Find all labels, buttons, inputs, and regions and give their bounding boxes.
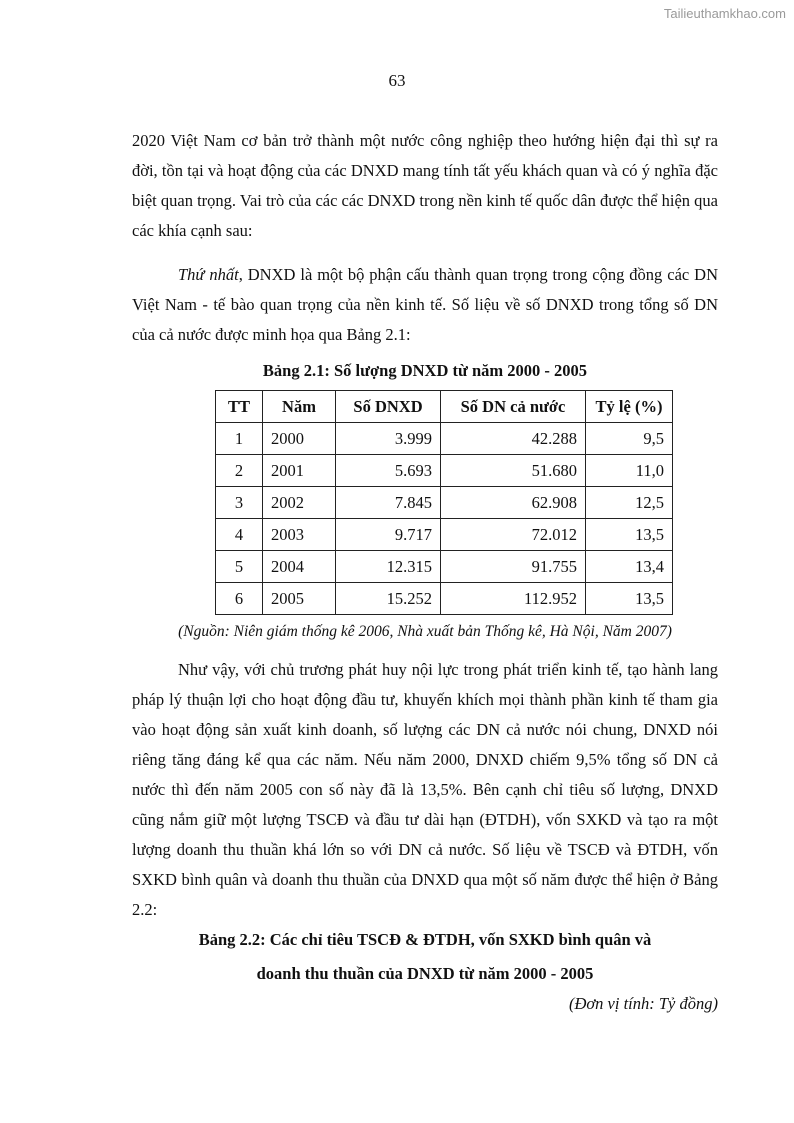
table-row [216, 487, 673, 519]
paragraph-intro: 2020 Việt Nam cơ bản trở thành một nước công nghiệp theo hướng hiện đại thì sự ra đời, tồn tại và hoạt động của các DNXD mang tính tất yếu khách quan và có ý nghĩa đặc biệt quan trọng. Vai trò của các các DNXD trong nền kinh tế quốc dân được thể hiện qua các khía cạnh sau: [132, 131, 718, 240]
cell-tt: 4 [216, 519, 263, 551]
table2-caption-line2: doanh thu thuần của DNXD từ năm 2000 - 2005 [256, 964, 594, 983]
cell-dnxd: 15.252 [336, 583, 441, 615]
paragraph-first-point [132, 260, 718, 350]
table-dnxd-count [215, 390, 673, 615]
cell-year: 2000 [263, 423, 336, 455]
table-row [216, 519, 673, 551]
first-point-lead: Thứ nhất [178, 265, 239, 284]
table-row [216, 583, 673, 615]
cell-ratio: 13,4 [586, 551, 673, 583]
cell-ratio: 13,5 [586, 519, 673, 551]
cell-tt: 6 [216, 583, 263, 615]
page-number: 63 [388, 71, 406, 90]
cell-dnxd: 5.693 [336, 455, 441, 487]
watermark: Tailieuthamkhao.com [663, 6, 786, 21]
cell-total-dn: 51.680 [441, 455, 586, 487]
cell-year: 2005 [263, 583, 336, 615]
table-row [216, 551, 673, 583]
cell-total-dn: 112.952 [441, 583, 586, 615]
table2-caption-line1: Bảng 2.2: Các chỉ tiêu TSCĐ & ĐTDH, vốn SXKD bình quân và [198, 930, 652, 949]
cell-ratio: 13,5 [586, 583, 673, 615]
header-tt: TT [216, 391, 263, 423]
cell-dnxd: 7.845 [336, 487, 441, 519]
table1-caption: Bảng 2.1: Số lượng DNXD từ năm 2000 - 2005 [262, 361, 588, 380]
cell-dnxd: 12.315 [336, 551, 441, 583]
cell-total-dn: 72.012 [441, 519, 586, 551]
header-dnxd: Số DNXD [336, 391, 441, 423]
table-row [216, 423, 673, 455]
cell-ratio: 12,5 [586, 487, 673, 519]
cell-tt: 2 [216, 455, 263, 487]
cell-ratio: 11,0 [586, 455, 673, 487]
cell-dnxd: 3.999 [336, 423, 441, 455]
table-row [216, 455, 673, 487]
first-point-text: , DNXD là một bộ phận cấu thành quan trọng trong cộng đồng các DN Việt Nam - tế bào quan trọng của nền kinh tế. Số liệu về số DNXD trong tổng số DN của cả nước được minh họa qua Bảng 2.1: [132, 265, 718, 344]
header-ratio: Tỷ lệ (%) [586, 391, 673, 423]
cell-tt: 5 [216, 551, 263, 583]
cell-total-dn: 42.288 [441, 423, 586, 455]
cell-year: 2002 [263, 487, 336, 519]
table-header-row [216, 391, 673, 423]
cell-ratio: 9,5 [586, 423, 673, 455]
cell-tt: 1 [216, 423, 263, 455]
cell-dnxd: 9.717 [336, 519, 441, 551]
cell-total-dn: 62.908 [441, 487, 586, 519]
cell-total-dn: 91.755 [441, 551, 586, 583]
table2-unit-note: (Đơn vị tính: Tỷ đồng) [568, 994, 718, 1013]
cell-tt: 3 [216, 487, 263, 519]
cell-year: 2001 [263, 455, 336, 487]
document-body [132, 126, 718, 1019]
table1-source: (Nguồn: Niên giám thống kê 2006, Nhà xuất bản Thống kê, Hà Nội, Năm 2007) [178, 623, 672, 640]
cell-year: 2003 [263, 519, 336, 551]
cell-year: 2004 [263, 551, 336, 583]
paragraph-analysis: Như vậy, với chủ trương phát huy nội lực trong phát triển kinh tế, tạo hành lang pháp lý thuận lợi cho hoạt động đầu tư, khuyến khích mọi thành phần kinh tế tham gia vào hoạt động sản xuất kinh doanh, số lượng các DN cả nước nói chung, DNXD nói riêng tăng đáng kể qua các năm. Nếu năm 2000, DNXD chiếm 9,5% tổng số DN cả nước thì đến năm 2005 con số này đã là 13,5%. Bên cạnh chỉ tiêu số lượng, DNXD cũng nắm giữ một lượng TSCĐ và đầu tư dài hạn (ĐTDH), vốn SXKD và tạo ra một lượng doanh thu thuần khá lớn so với DN cả nước. Số liệu về TSCĐ và ĐTDH, vốn SXKD bình quân và doanh thu thuần của DNXD qua một số năm được thể hiện ở Bảng 2.2: [132, 660, 718, 919]
header-total-dn: Số DN cả nước [441, 391, 586, 423]
header-year: Năm [263, 391, 336, 423]
